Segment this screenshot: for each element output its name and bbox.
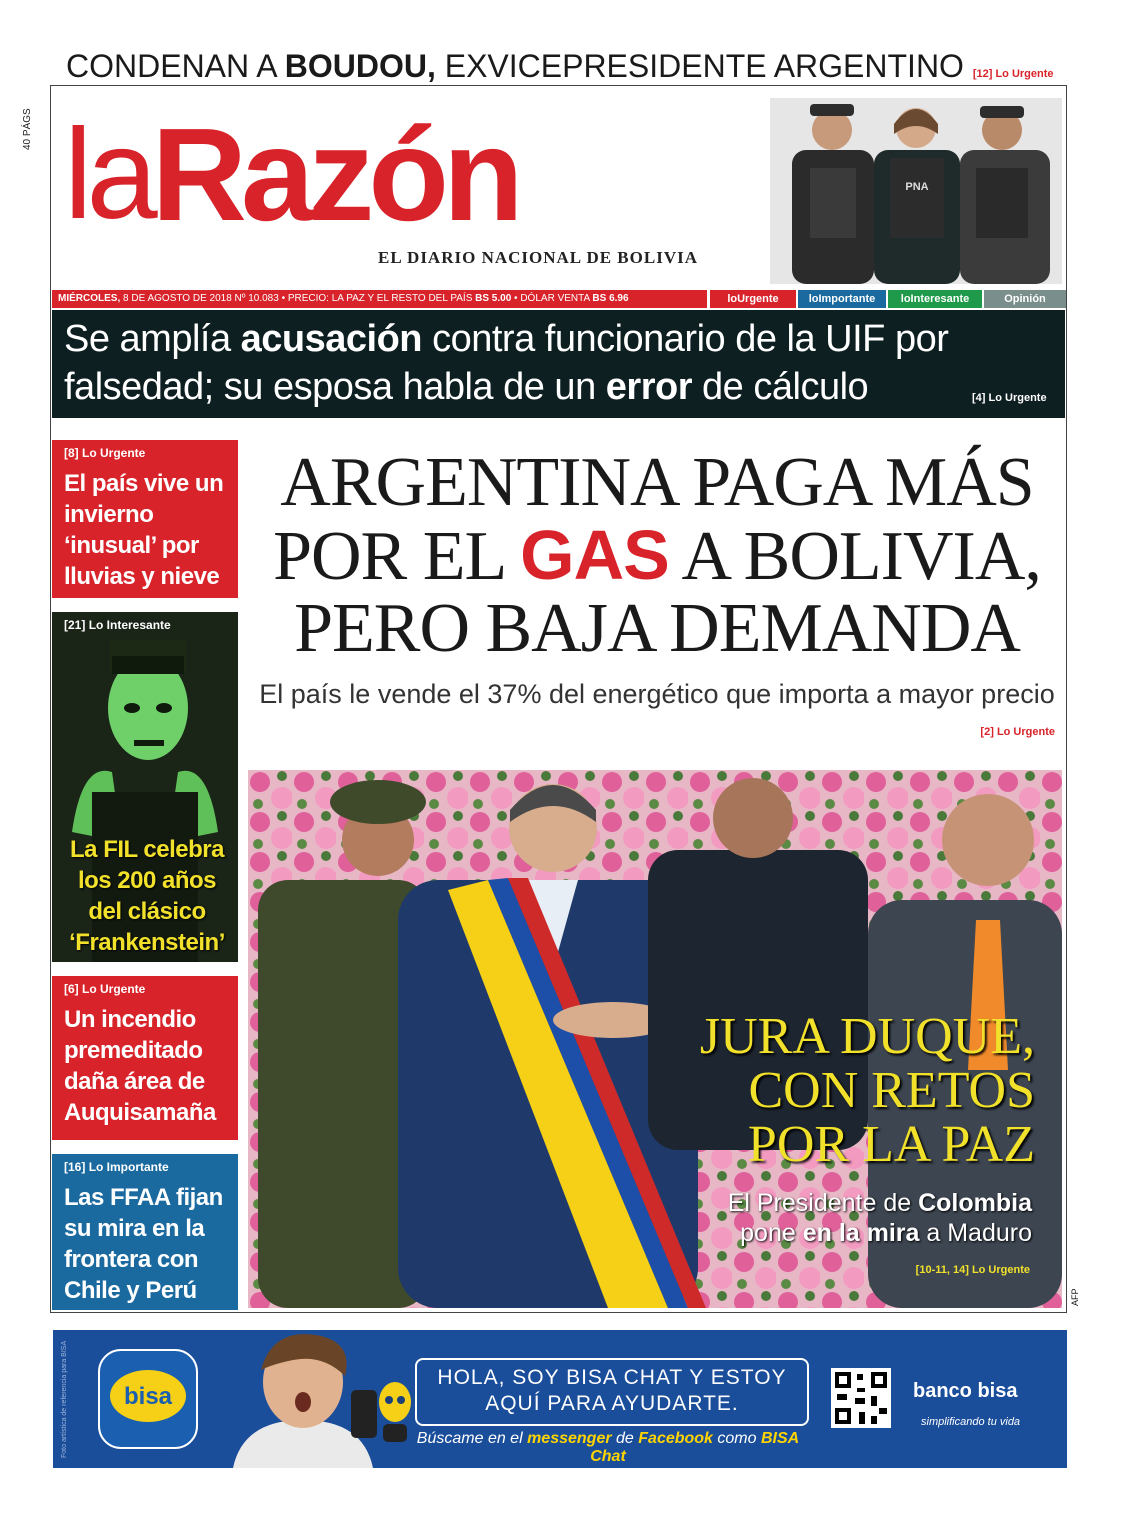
photo-story-headline-1: JURA DUQUE,: [699, 1008, 1035, 1065]
photo-story-headline-3: POR LA PAZ: [747, 1116, 1035, 1173]
side-story-text: Las FFAA fijan su mira en la frontera con Chile y Perú: [64, 1184, 223, 1304]
photo-credit: AFP: [1070, 1288, 1080, 1306]
band-ref: [4] Lo Urgente: [972, 392, 1047, 404]
top-photo[interactable]: [770, 98, 1062, 284]
side-story-ref: [16] Lo Importante: [64, 1160, 169, 1174]
section-tab-opinion[interactable]: Opinión: [984, 290, 1066, 308]
top-headline[interactable]: [66, 48, 1066, 86]
section-tab-urgente[interactable]: loUrgente: [710, 290, 796, 308]
photo-story-ref: [10-11, 14] Lo Urgente: [915, 1264, 1030, 1276]
page-count: 40 PÁGS: [22, 108, 33, 150]
ad-person-illustration: [203, 1330, 403, 1468]
side-story-invierno[interactable]: [52, 440, 238, 598]
side-story-ref: [21] Lo Interesante: [64, 618, 171, 632]
masthead-logo[interactable]: [64, 100, 704, 250]
band-line-1: Se amplía acusación contra funcionario de la UIF por: [64, 318, 949, 360]
main-headline-line-1: ARGENTINA PAGA MÁS: [280, 444, 1034, 521]
photo-story-headline-2: CON RETOS: [748, 1062, 1035, 1119]
bank-slogan: simplificando tu vida: [921, 1416, 1021, 1428]
photo-story-headline[interactable]: [690, 1010, 1035, 1172]
top-photo-illustration: [770, 98, 1062, 284]
bank-logo: banco bisa: [913, 1380, 1018, 1402]
ad-fine-print: Foto artística de referencia para BISA: [61, 1340, 68, 1458]
main-headline-line-2: POR EL GAS A BOLIVIA,: [273, 516, 1041, 595]
section-tab-interesante[interactable]: loInteresante: [888, 290, 982, 308]
main-ref: [2] Lo Urgente: [980, 726, 1055, 738]
top-headline-ref: [12] Lo Urgente: [972, 68, 1054, 80]
chat-bubble-line-2: AQUÍ PARA AYUDARTE.: [485, 1392, 739, 1415]
dateline: MIÉRCOLES, 8 DE AGOSTO DE 2018 Nº 10.083 • PRECIO: LA PAZ Y EL RESTO DEL PAÍS BS 5.00 • DÓLAR VENTA BS 6.96: [52, 290, 707, 308]
top-headline-text: CONDENAN A: [66, 48, 285, 84]
masthead-tagline: EL DIARIO NACIONAL DE BOLIVIA: [378, 248, 698, 267]
side-story-ref: [8] Lo Urgente: [64, 446, 146, 460]
side-story-text: La FIL celebra los 200 años del clásico ‘Frankenstein’: [69, 836, 225, 956]
bisa-advertisement[interactable]: [53, 1330, 1067, 1468]
ad-search-line: Búscame en el messenger de Facebook como BISA Chat: [416, 1430, 800, 1465]
photo-story-subhead: El Presidente de Colombia pone en la mira a Maduro: [727, 1189, 1032, 1247]
chat-bubble: [415, 1358, 809, 1426]
chat-bubble-line-1: HOLA, SOY BISA CHAT Y ESTOY: [437, 1366, 787, 1389]
top-headline-bold: BOUDOU,: [284, 48, 436, 84]
top-headline-text-2: EXVICEPRESIDENTE ARGENTINO: [435, 48, 964, 84]
side-story-text: El país vive un invierno ‘inusual’ por lluvias y nieve: [64, 470, 224, 590]
side-story-ref: [6] Lo Urgente: [64, 982, 146, 996]
main-subhead: El país le vende el 37% del energético que importa a mayor precio: [259, 679, 1055, 709]
qr-code-icon[interactable]: [831, 1368, 891, 1428]
bisa-chat-app-icon: [93, 1344, 203, 1454]
band-story[interactable]: [52, 310, 1065, 418]
logo-razon: Razón: [151, 101, 518, 248]
main-headline-line-3: PERO BAJA DEMANDA: [294, 590, 1020, 667]
main-headline[interactable]: [252, 444, 1062, 667]
vest-label: PNA: [905, 181, 929, 193]
logo-la: la: [64, 103, 152, 246]
side-story-ffaa[interactable]: [52, 1154, 238, 1310]
band-line-2: falsedad; su esposa habla de un error de cálculo: [64, 366, 869, 408]
side-story-text: Un incendio premeditado daña área de Auquisamaña: [64, 1006, 216, 1126]
side-story-incendio[interactable]: [52, 976, 238, 1140]
side-story-frankenstein[interactable]: [52, 612, 238, 962]
section-tab-importante[interactable]: loImportante: [798, 290, 886, 308]
app-icon-label: bisa: [123, 1383, 173, 1410]
